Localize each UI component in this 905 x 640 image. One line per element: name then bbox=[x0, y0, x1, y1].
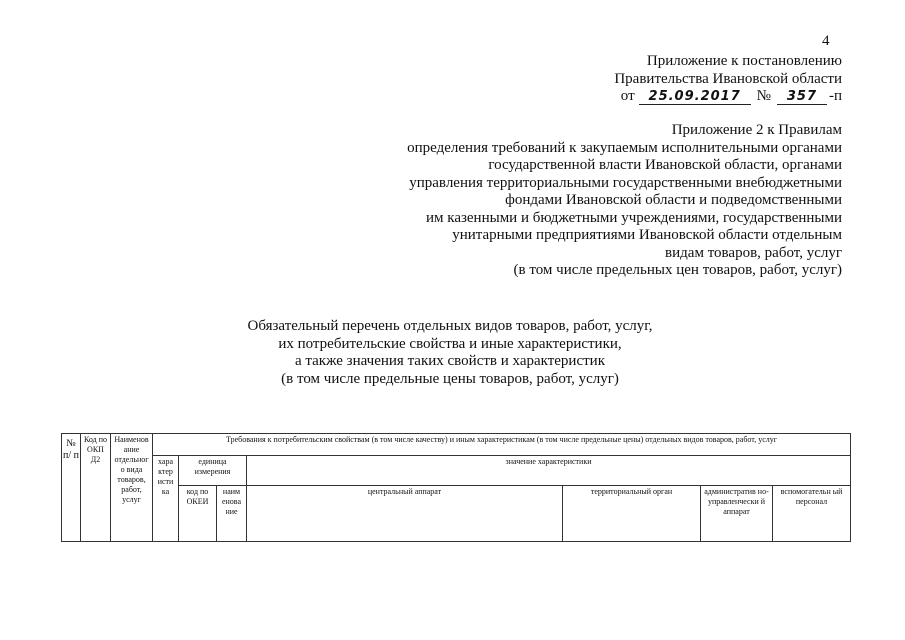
territorial-body-header: территориальный орган bbox=[563, 486, 701, 542]
rules-appendix-line: им казенными и бюджетными учреждениями, государственными bbox=[425, 209, 842, 226]
col-number-header: № п/ п bbox=[62, 434, 81, 542]
title-line: Обязательный перечень отдельных видов товаров, работ, услуг, bbox=[247, 318, 653, 334]
central-apparatus-header: центральный аппарат bbox=[247, 486, 563, 542]
rules-appendix-line: определения требований к закупаемым исполнительными органами bbox=[407, 139, 842, 156]
from-label: от bbox=[620, 88, 635, 104]
decree-appendix-line: Приложение к постановлению bbox=[646, 53, 842, 69]
rules-appendix-line: видам товаров, работ, услуг bbox=[665, 244, 842, 261]
decree-appendix-block bbox=[614, 53, 842, 106]
rules-appendix-line: унитарными предприятиями Ивановской области отдельным bbox=[452, 227, 842, 243]
characteristic-header: хара ктер исти ка bbox=[153, 456, 179, 542]
unit-header: единица измерения bbox=[179, 456, 247, 486]
col-name-header: Наименов ание отдельног о вида товаров, работ, услуг bbox=[111, 434, 153, 542]
col-okpd-header: Код по ОКП Д2 bbox=[81, 434, 111, 542]
number-label: № bbox=[756, 88, 771, 104]
decree-suffix: -п bbox=[828, 88, 842, 104]
rules-appendix-line: управления территориальными государственными внебюджетными bbox=[409, 174, 842, 191]
rules-appendix-line: Приложение 2 к Правилам bbox=[671, 122, 842, 138]
title-line: (в том числе предельные цены товаров, работ, услуг) bbox=[281, 370, 619, 387]
decree-date-number-row bbox=[614, 88, 842, 106]
requirements-header: Требования к потребительским свойствам (в том числе качеству) и иным характеристикам (в том числе предельные цены) отдельных видов товаров, работ, услуг bbox=[153, 434, 851, 456]
unit-name-header: наим енова ние bbox=[217, 486, 247, 542]
title-line: а также значения таких свойств и характеристик bbox=[294, 353, 605, 369]
value-header: значение характеристики bbox=[247, 456, 851, 486]
admin-apparatus-header: административ но-управленчески й аппарат bbox=[701, 486, 773, 542]
decree-appendix-line: Правительства Ивановской области bbox=[614, 70, 842, 87]
auxiliary-staff-header: вспомогательн ый персонал bbox=[773, 486, 851, 542]
okei-code-header: код по ОКЕИ bbox=[179, 486, 217, 542]
decree-date: 25.09.2017 bbox=[639, 89, 751, 105]
rules-appendix-line: (в том числе предельных цен товаров, работ, услуг) bbox=[513, 262, 842, 278]
rules-appendix-line: государственной власти Ивановской области, органами bbox=[488, 157, 842, 173]
rules-appendix-block bbox=[407, 122, 842, 280]
decree-number: 357 bbox=[777, 89, 827, 105]
title-line: их потребительские свойства и иные характеристики, bbox=[278, 335, 622, 352]
document-title bbox=[150, 318, 750, 388]
requirements-table bbox=[61, 433, 851, 542]
page-number: 4 bbox=[822, 33, 830, 49]
rules-appendix-line: фондами Ивановской области и подведомственными bbox=[505, 192, 842, 208]
